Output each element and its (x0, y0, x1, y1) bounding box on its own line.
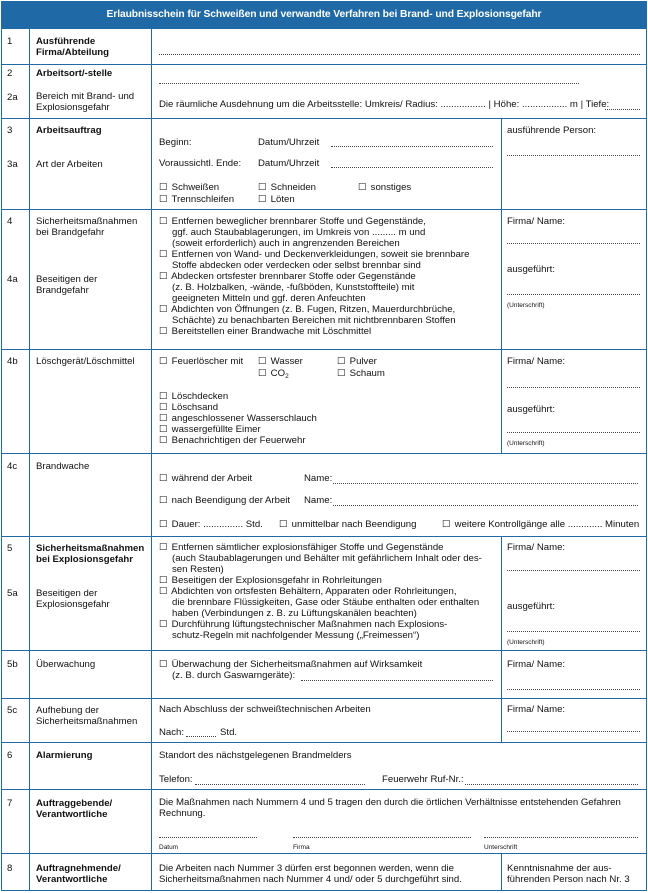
row-label: Sicherheitsmaßnahmen (36, 543, 145, 554)
checkbox-wasser[interactable]: ☐ Wasser (258, 356, 303, 367)
row-label: Ausführende (36, 36, 96, 47)
brandwache-name-1[interactable] (333, 483, 638, 484)
row-number: 1 (7, 36, 13, 47)
ende-field[interactable] (331, 167, 493, 168)
measure-text: Stoffe abdecken oder verdecken oder selbst brennbar sind (172, 260, 421, 271)
measure-text: sen Resten) (172, 564, 224, 575)
firma-name-label: Firma/ Name: (507, 542, 566, 553)
row-7 (2, 789, 646, 853)
telefon-label: Telefon: (159, 774, 193, 785)
row-1 (2, 28, 646, 64)
row-label: Sicherheitsmaßnahmen (36, 216, 138, 227)
checkbox-waehrend[interactable]: ☐ während der Arbeit (159, 473, 253, 484)
firma-name-label: Firma/ Name: (507, 704, 566, 715)
row-label: Verantwortliche (36, 874, 108, 885)
feuerwehr-field[interactable] (465, 784, 638, 785)
ende-label: Voraussichtl. Ende: (159, 158, 242, 169)
row-6 (2, 742, 646, 789)
checkbox-abdichten[interactable]: ☐ Abdichten von Öffnungen (z. B. Fugen, Ritzen, Mauerdurchbrüche, (159, 304, 456, 315)
row-label: Überwachung (36, 659, 96, 670)
ausgefuehrt-label: ausgeführt: (507, 601, 556, 612)
firma-name-label: Firma/ Name: (507, 659, 566, 670)
row-5c (2, 698, 646, 742)
row-label: Verantwortliche (36, 809, 108, 820)
row-number: 4c (7, 461, 18, 472)
row-label: Aufhebung der (36, 705, 99, 716)
telefon-field[interactable] (195, 784, 365, 785)
datum-field[interactable] (159, 837, 257, 838)
checkbox-weitere[interactable]: ☐ weitere Kontrollgänge alle ............. Minuten (442, 519, 640, 530)
dimensions-text: Die räumliche Ausdehnung um die Arbeitsstelle: Umkreis/ Radius: ................. | Höhe: ................. m | Tiefe: (159, 99, 610, 110)
firma-caption: Firma (293, 844, 310, 851)
row-label: Sicherheitsmaßnahmen (36, 716, 138, 727)
kenntnisnahme-text: führenden Person nach Nr. 3 (507, 874, 630, 885)
row-number: 4b (7, 356, 18, 367)
checkbox-lueftung[interactable]: ☐ Durchführung lüftungstechnischer Maßnahmen nach Explosions- (159, 619, 448, 630)
nach-label: Nach: (159, 727, 185, 738)
row-5b (2, 650, 646, 698)
ueberwachung-field[interactable] (301, 680, 493, 681)
checkbox-loeten[interactable]: ☐ Löten (258, 194, 295, 205)
firma-name-label: Firma/ Name: (507, 356, 566, 367)
signature-caption: (Unterschrift) (507, 639, 545, 646)
kenntnisnahme-text: Kenntnisnahme der aus- (507, 863, 612, 874)
row-number: 2 (7, 68, 13, 79)
row-sublabel: Bereich mit Brand- und (36, 91, 135, 102)
firma-name-field[interactable] (507, 243, 640, 244)
datum-caption: Datum (159, 844, 179, 851)
datum-label: Datum/Uhrzeit (258, 158, 320, 169)
auftragnehmer-text: Sicherheitsmaßnahmen nach Nummer 4 und/ oder 5 durchgeführt sind. (159, 874, 462, 885)
signature-caption: (Unterschrift) (507, 440, 545, 447)
measure-text: (z. B. durch Gaswarngeräte): (172, 670, 296, 681)
tiefe-field[interactable] (605, 109, 640, 110)
row-number: 3a (7, 159, 18, 170)
checkbox-feuerwehr[interactable]: ☐ Benachrichtigen der Feuerwehr (159, 435, 306, 446)
checkbox-eimer[interactable]: ☐ wassergefüllte Eimer (159, 424, 261, 435)
row-number: 2a (7, 92, 18, 103)
firma-name-field[interactable] (507, 689, 640, 690)
aufhebung-text: Nach Abschluss der schweißtechnischen Arbeiten (159, 704, 371, 715)
signature-field[interactable] (507, 631, 640, 632)
row-number: 3 (7, 125, 13, 136)
firma-field-7[interactable] (293, 837, 471, 838)
row-sublabel: Brandgefahr (36, 285, 89, 296)
checkbox-schaum[interactable]: ☐ Schaum (337, 368, 385, 379)
checkbox-unmittelbar[interactable]: ☐ unmittelbar nach Beendigung (279, 519, 417, 530)
checkbox-dauer[interactable]: ☐ Dauer: ............... Std. (159, 519, 263, 530)
measure-text: Schächte) zu benachbarten Bereichen mit nichtbrennbaren Stoffen (172, 315, 456, 326)
row-number: 4 (7, 216, 13, 227)
checkbox-feuerloescher[interactable]: ☐ Feuerlöscher mit (159, 356, 244, 367)
unterschrift-caption: Unterschrift (484, 844, 518, 851)
beginn-label: Beginn: (159, 137, 192, 148)
firma-field[interactable] (159, 54, 640, 55)
signature-caption: (Unterschrift) (507, 302, 545, 309)
checkbox-trennschleifen[interactable]: ☐ Trennschleifen (159, 194, 235, 205)
checkbox-ueberwachung[interactable]: ☐ Überwachung der Sicherheitsmaßnahmen auf Wirksamkeit (159, 659, 423, 670)
checkbox-schweissen[interactable]: ☐ Schweißen (159, 182, 220, 193)
row-4c (2, 453, 646, 536)
signature-field[interactable] (507, 294, 640, 295)
ausgefuehrt-label: ausgeführt: (507, 404, 556, 415)
row-sublabel: Art der Arbeiten (36, 159, 103, 170)
auftraggeber-text: Rechnung. (159, 808, 206, 819)
row-label: bei Brandgefahr (36, 227, 105, 238)
datum-label: Datum/Uhrzeit (258, 137, 320, 148)
measure-text: schutz-Regeln mit nachfolgender Messung („Freimessen“) (172, 630, 420, 641)
row-label: Auftragnehmende/ (36, 863, 121, 874)
brandmelder-text: Standort des nächstgelegenen Brandmelders (159, 750, 352, 761)
row-sublabel: Explosionsgefahr (36, 102, 110, 113)
brandwache-name-2[interactable] (333, 505, 638, 506)
row-label: Auftraggebende/ (36, 798, 113, 809)
row-number: 5 (7, 543, 13, 554)
person-field[interactable] (507, 155, 640, 156)
checkbox-co2[interactable]: ☐ $CO_2$ (258, 368, 289, 380)
measure-text: (z. B. Holzbalken, -wände, -fußböden, Kunststoffteile) mit (172, 282, 415, 293)
row-sublabel: Explosionsgefahr (36, 599, 110, 610)
checkbox-sonstiges[interactable]: ☐ sonstiges (358, 182, 412, 193)
row-number: 5c (7, 705, 18, 716)
checkbox-pulver[interactable]: ☐ Pulver (337, 356, 377, 367)
measure-text: ggf. auch Staubablagerungen, im Umkreis von ......... m und (172, 227, 426, 238)
row-label: Löschgerät/Löschmittel (36, 356, 135, 367)
name-label: Name: (304, 473, 333, 484)
arbeitsort-field[interactable] (159, 83, 579, 84)
nach-field[interactable] (186, 736, 216, 737)
row-number: 8 (7, 863, 13, 874)
checkbox-verkleidungen[interactable]: ☐ Entfernen von Wand- und Deckenverkleidungen, soweit sie brennbare (159, 249, 470, 260)
checkbox-entfernen-ex[interactable]: ☐ Entfernen sämtlicher explosionsfähiger Stoffe und Gegenstände (159, 542, 444, 553)
row-5 (2, 536, 646, 650)
row-sublabel: Beseitigen der (36, 274, 98, 285)
firma-name-field[interactable] (507, 731, 640, 732)
row-4 (2, 209, 646, 349)
signature-field[interactable] (507, 432, 640, 433)
checkbox-loeschdecken[interactable]: ☐ Löschdecken (159, 391, 229, 402)
measure-text: die brennbare Flüssigkeiten, Gase oder Stäube enthalten oder enthalten (172, 597, 480, 608)
std-label: Std. (220, 727, 238, 738)
firma-name-label: Firma/ Name: (507, 216, 566, 227)
auftragnehmer-text: Die Arbeiten nach Nummer 3 dürfen erst begonnen werden, wenn die (159, 863, 454, 874)
name-label: Name: (304, 495, 333, 506)
checkbox-loeschsand[interactable]: ☐ Löschsand (159, 402, 219, 413)
person-label: ausführende Person: (507, 125, 597, 136)
measure-text: (soweit erforderlich) auch in angrenzenden Bereichen (172, 238, 400, 249)
checkbox-entfernen[interactable]: ☐ Entfernen beweglicher brennbarer Stoffe und Gegenstände, (159, 216, 426, 227)
row-number: 7 (7, 798, 13, 809)
row-number: 4a (7, 274, 18, 285)
form-title: Erlaubnisschein für Schweißen und verwandte Verfahren bei Brand- und Explosionsgefahr (2, 2, 646, 28)
ausgefuehrt-label: ausgeführt: (507, 264, 556, 275)
beginn-field[interactable] (331, 146, 493, 147)
permit-form (1, 1, 647, 891)
row-label: Arbeitsauftrag (36, 125, 102, 136)
row-label: Arbeitsort/-stelle (36, 68, 113, 79)
row-label: bei Explosionsgefahr (36, 554, 134, 565)
row-3 (2, 118, 646, 209)
firma-name-field[interactable] (507, 387, 640, 388)
checkbox-brandwache[interactable]: ☐ Bereitstellen einer Brandwache mit Löschmittel (159, 326, 372, 337)
checkbox-rohrleitungen[interactable]: ☐ Beseitigen der Explosionsgefahr in Rohrleitungen (159, 575, 382, 586)
measure-text: (auch Staubablagerungen und Behälter mit gefährlichem Inhalt oder des- (172, 553, 482, 564)
row-label: Firma/Abteilung (36, 47, 110, 58)
row-2 (2, 64, 646, 118)
measure-text: haben (Verbindungen z. B. zu Lüftungskanälen beachten) (172, 608, 417, 619)
feuerwehr-label: Feuerwehr Ruf-Nr.: (382, 774, 464, 785)
row-label: Alarmierung (36, 750, 93, 761)
row-number: 6 (7, 750, 13, 761)
auftraggeber-text: Die Maßnahmen nach Nummern 4 und 5 tragen den durch die örtlichen Verhältnisse entstehenden Gefahren (159, 797, 621, 808)
unterschrift-field[interactable] (484, 837, 638, 838)
checkbox-abdecken[interactable]: ☐ Abdecken ortsfester brennbarer Stoffe oder Gegenstände (159, 271, 416, 282)
checkbox-schneiden[interactable]: ☐ Schneiden (258, 182, 317, 193)
row-number: 5a (7, 588, 18, 599)
row-label: Brandwache (36, 461, 90, 472)
measure-text: geeigneten Mitteln und ggf. deren Anfeuchten (172, 293, 366, 304)
row-4b (2, 349, 646, 453)
row-sublabel: Beseitigen der (36, 588, 98, 599)
checkbox-wasserschlauch[interactable]: ☐ angeschlossener Wasserschlauch (159, 413, 317, 424)
firma-name-field[interactable] (507, 570, 640, 571)
row-number: 5b (7, 659, 18, 670)
checkbox-nach-beendigung[interactable]: ☐ nach Beendigung der Arbeit (159, 495, 291, 506)
checkbox-abdichten-ex[interactable]: ☐ Abdichten von ortsfesten Behältern, Apparaten oder Rohrleitungen, (159, 586, 457, 597)
row-8 (2, 853, 646, 891)
